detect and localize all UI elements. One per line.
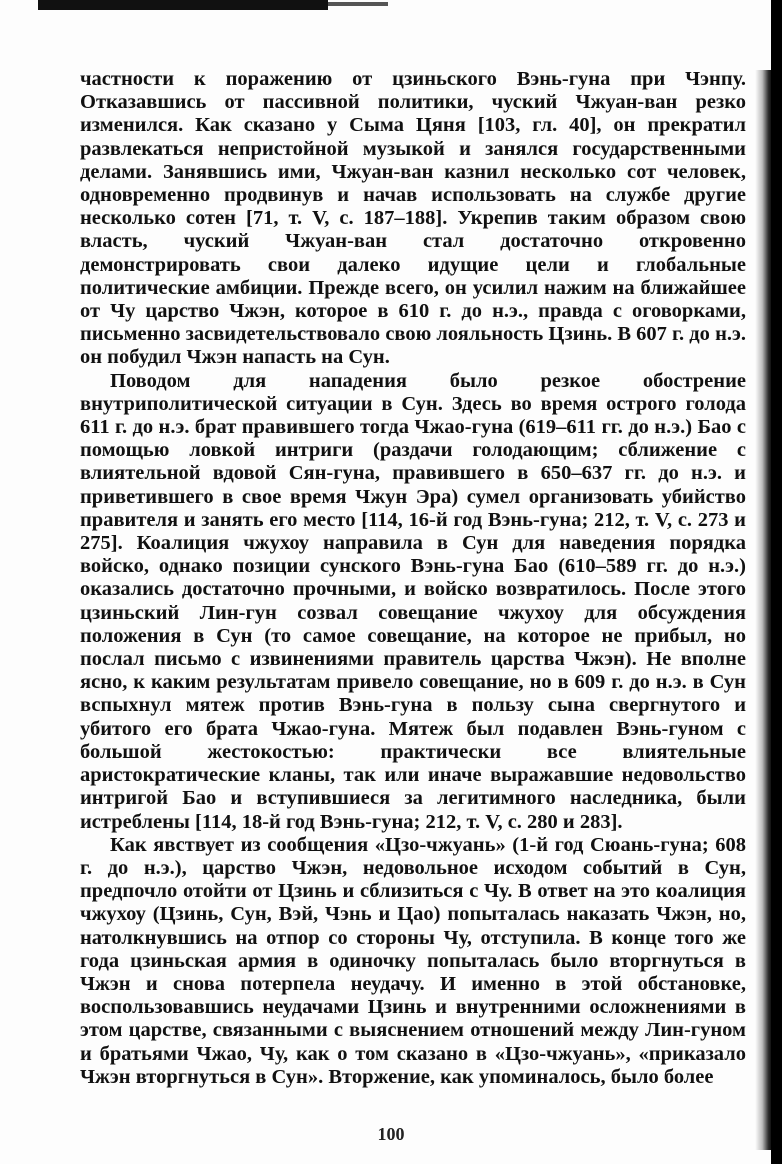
paragraph-2: Поводом для нападения было резкое обострение внутриполитической ситуации в Сун. Здесь во время острого голода 611 г. до н.э. брат правившего тогда Чжао-гуна (619–611 гг. до н.э.) Бао с помощью ловкой интриги (раздачи голодающим; сближение с влиятельной вдовой Сян-гуна, правившего в 650–637 гг. до н.э. и приветившего в свое время Чжун Эра) сумел организовать убийство правителя и занять его место [114, 16-й год Вэнь-гуна; 212, т. V, с. 273 и 275]. Коалиция чжухоу направила в Сун для наведения порядка войско, однако позиции сунского Вэнь-гуна Бао (610–589 гг. до н.э.) оказались достаточно прочными, и войско возвратилось. После этого цзиньский Лин-гун созвал совещание чжухоу для обсуждения положения в Сун (то самое совещание, на которое не прибыл, но послал письмо с извинениями правитель царства Чжэн). Не вполне ясно, к каким результатам привело совещание, но в 609 г. до н.э. в Сун вспыхнул мятеж против Вэнь-гуна в пользу сына свергнутого и убитого его брата Чжао-гуна. Мятеж был подавлен Вэнь-гуном с большой жестокостью: практически все влиятельные аристократические кланы, так или иначе выражавшие недовольство интригой Бао и вступившиеся за легитимного наследника, были истреблены [114, 18-й год Вэнь-гуна; 212, т. V, с. 280 и 283]. bbox=[80, 369, 746, 833]
paragraph-1: частности к поражению от цзиньского Вэнь-гуна при Чэнпу. Отказавшись от пассивной политики, чуский Чжуан-ван резко изменился. Как сказано у Сыма Цяня [103, гл. 40], он прекратил развлекаться непристойной музыкой и занялся государственными делами. Занявшись ими, Чжуан-ван казнил несколько сот человек, одновременно продвинув и начав использовать на службе другие несколько сотен [71, т. V, с. 187–188]. Укрепив таким образом свою власть, чуский Чжуан-ван стал достаточно откровенно демонстрировать свои далеко идущие цели и глобальные политические амбиции. Прежде всего, он усилил нажим на ближайшее от Чу царство Чжэн, которое в 610 г. до н.э., правда с оговорками, письменно засвидетельствовало свою лояльность Цзинь. В 607 г. до н.э. он побудил Чжэн напасть на Сун. bbox=[80, 68, 746, 369]
body-text bbox=[80, 68, 746, 1089]
paragraph-3: Как явствует из сообщения «Цзо-чжуань» (1-й год Сюань-гуна; 608 г. до н.э.), царство Чжэн, недовольное исходом событий в Сун, предпочло отойти от Цзинь и сблизиться с Чу. В ответ на это коалиция чжухоу (Цзинь, Сун, Вэй, Чэнь и Цао) попыталась наказать Чжэн, но, натолкнувшись на отпор со стороны Чу, отступила. В конце того же года цзиньская армия в одиночку попыталась было вторгнуться в Чжэн и снова потерпела неудачу. И именно в этой обстановке, воспользовавшись неудачами Цзинь и внутренними осложнениями в этом царстве, связанными с выяснением отношений между Лин-гуном и братьями Чжао, Чу, как о том сказано в «Цзо-чжуань», «приказало Чжэн вторгнуться в Сун». Вторжение, как упоминалось, было более bbox=[80, 833, 746, 1088]
page-number: 100 bbox=[377, 1124, 405, 1144]
page-edge-dark bbox=[771, 0, 782, 1164]
scan-artifact-top bbox=[38, 0, 328, 10]
scan-artifact-top-faint bbox=[328, 2, 388, 6]
